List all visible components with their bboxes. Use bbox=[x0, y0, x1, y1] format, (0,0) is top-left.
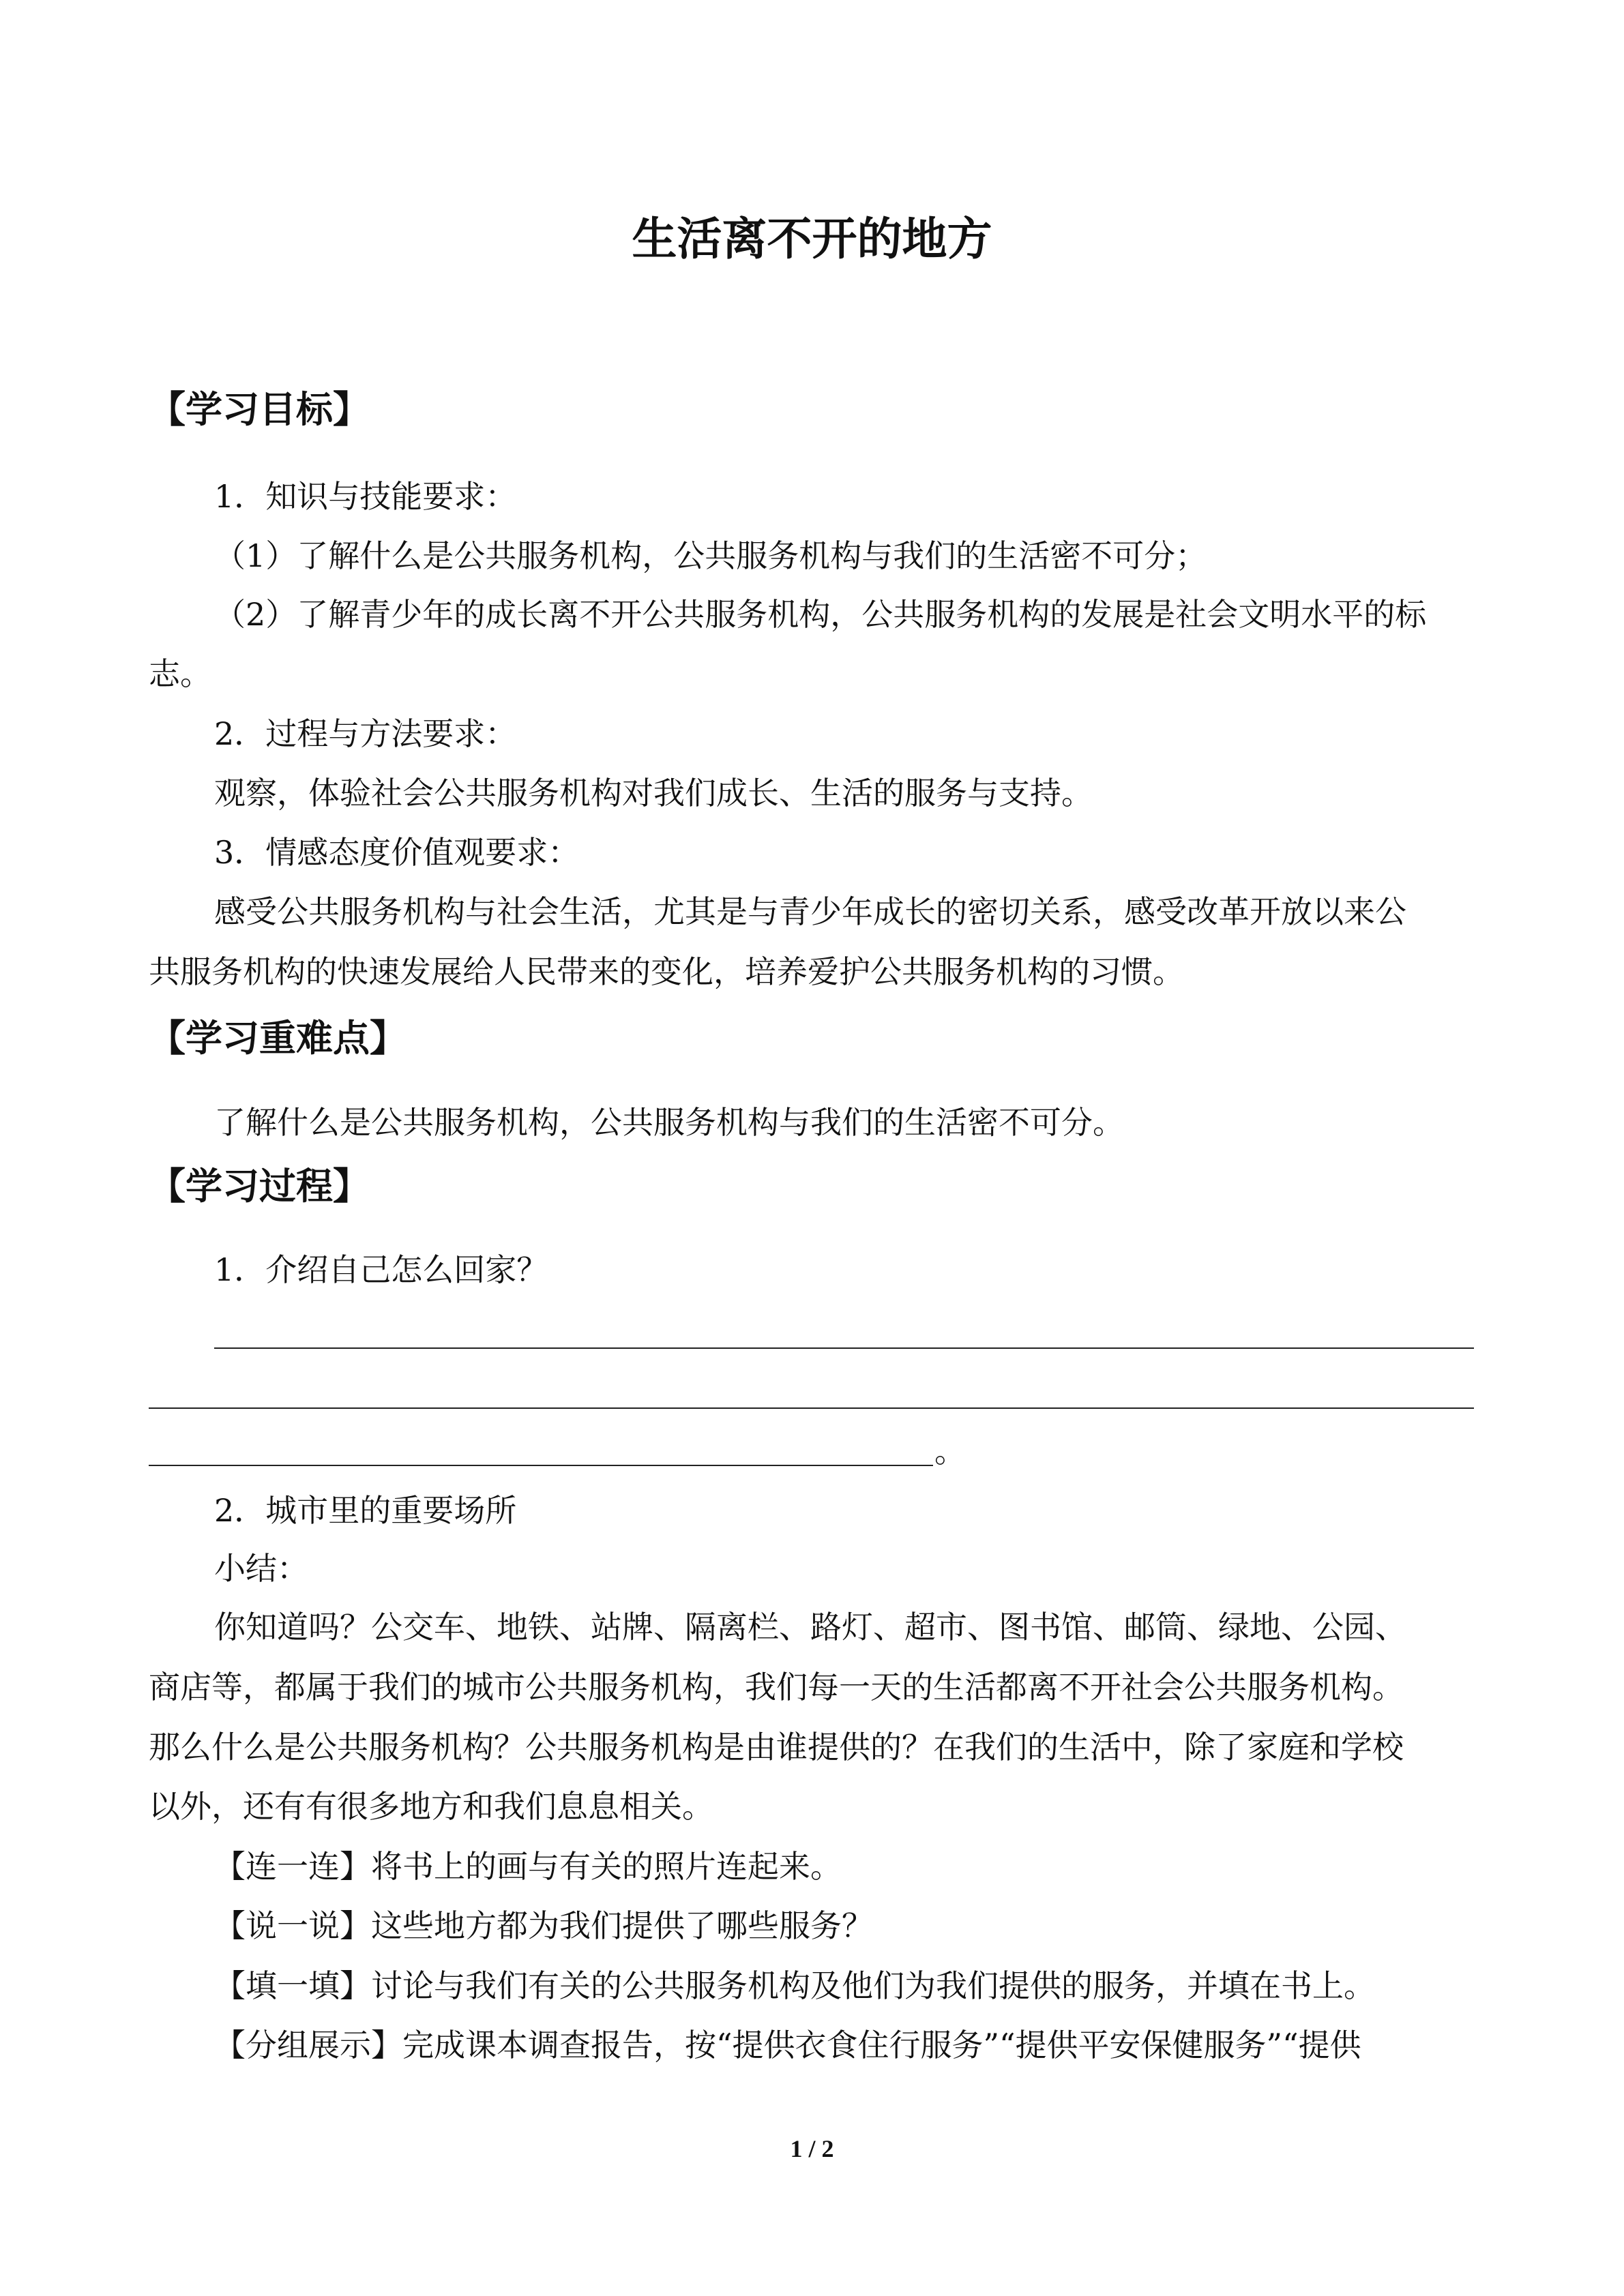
goal1-item-a: （1）了解什么是公共服务机构，公共服务机构与我们的生活密不可分； bbox=[214, 537, 1207, 574]
section-heading-key-points: 【学习重难点】 bbox=[149, 1016, 407, 1060]
section-heading-goals: 【学习目标】 bbox=[149, 387, 370, 431]
section-heading-process: 【学习过程】 bbox=[149, 1164, 370, 1208]
page-number: 1 / 2 bbox=[790, 2135, 834, 2162]
answer-blank-line-2[interactable] bbox=[149, 1407, 1474, 1409]
activity-connect: 【连一连】将书上的画与有关的照片连起来。 bbox=[214, 1848, 842, 1885]
goal1-title: 1．知识与技能要求： bbox=[214, 478, 517, 515]
activity-group-show: 【分组展示】完成课本调查报告，按“提供衣食住行服务”“提供平安保健服务”“提供 bbox=[214, 2027, 1361, 2063]
question-2: 2．城市里的重要场所 bbox=[214, 1492, 517, 1529]
document-title: 生活离不开的地方 bbox=[632, 212, 992, 265]
goal2-title: 2．过程与方法要求： bbox=[214, 715, 517, 752]
key-points-text: 了解什么是公共服务机构，公共服务机构与我们的生活密不可分。 bbox=[214, 1104, 1124, 1141]
goal1-item-b-line2: 志。 bbox=[149, 655, 211, 692]
answer-blank-line-1[interactable] bbox=[214, 1347, 1474, 1349]
summary-text-line1: 你知道吗？公交车、地铁、站牌、隔离栏、路灯、超市、图书馆、邮筒、绿地、公园、 bbox=[214, 1609, 1406, 1645]
summary-text-line2: 商店等，都属于我们的城市公共服务机构，我们每一天的生活都离不开社会公共服务机构。 bbox=[149, 1669, 1404, 1705]
question-1: 1．介绍自己怎么回家？ bbox=[214, 1251, 548, 1288]
goal3-text-line1: 感受公共服务机构与社会生活，尤其是与青少年成长的密切关系，感受改革开放以来公 bbox=[214, 893, 1406, 930]
summary-label: 小结： bbox=[214, 1550, 308, 1587]
answer-blank-line-3[interactable] bbox=[149, 1465, 933, 1466]
activity-fill: 【填一填】讨论与我们有关的公共服务机构及他们为我们提供的服务，并填在书上。 bbox=[214, 1967, 1375, 2004]
goal3-title: 3．情感态度价值观要求： bbox=[214, 834, 580, 871]
summary-text-line4: 以外，还有有很多地方和我们息息相关。 bbox=[149, 1788, 713, 1825]
answer-end-mark: 。 bbox=[934, 1433, 966, 1470]
goal3-text-line2: 共服务机构的快速发展给人民带来的变化，培养爱护公共服务机构的习惯。 bbox=[149, 953, 1184, 990]
summary-text-line3: 那么什么是公共服务机构？公共服务机构是由谁提供的？在我们的生活中，除了家庭和学校 bbox=[149, 1729, 1404, 1765]
goal1-item-b-line1: （2）了解青少年的成长离不开公共服务机构，公共服务机构的发展是社会文明水平的标 bbox=[214, 596, 1427, 633]
activity-say: 【说一说】这些地方都为我们提供了哪些服务？ bbox=[214, 1907, 873, 1944]
goal2-text: 观察，体验社会公共服务机构对我们成长、生活的服务与支持。 bbox=[214, 775, 1093, 811]
